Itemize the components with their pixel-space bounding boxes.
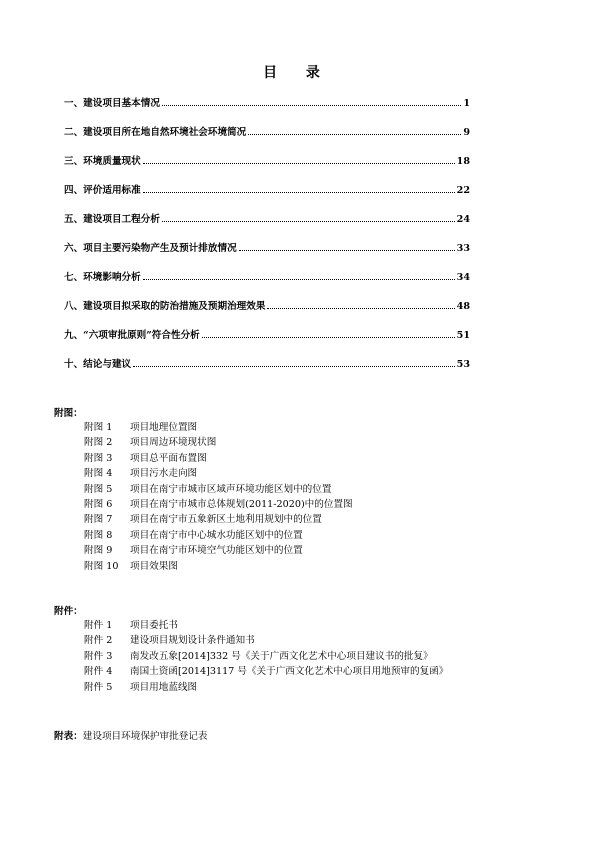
- list-item-text: 项目在南宁市城市总体规划(2011-2020)中的位置图: [130, 499, 353, 510]
- toc-entry[interactable]: [64, 153, 470, 167]
- list-item-text: 项目委托书: [130, 620, 178, 631]
- toc-entry[interactable]: [64, 240, 470, 254]
- appendix-table-entry: [54, 728, 208, 742]
- figures-heading: 附图：: [54, 408, 83, 419]
- toc-entry-label: 一、建设项目基本情况: [64, 98, 160, 109]
- toc-dot-leader: [143, 279, 455, 280]
- list-item: [84, 558, 178, 572]
- list-item-text: 项目污水走向图: [130, 468, 198, 480]
- toc-entry[interactable]: [64, 124, 470, 138]
- toc-entry[interactable]: [64, 95, 470, 109]
- list-item: [84, 496, 353, 510]
- toc-entry[interactable]: [64, 327, 470, 341]
- list-item-number: 附件 1: [84, 620, 113, 631]
- list-item-number: 附图 9: [84, 545, 113, 557]
- toc-entry-label: 九、“六项审批原则”符合性分析: [64, 330, 200, 341]
- toc-dot-leader: [162, 221, 455, 222]
- list-item-text: 项目在南宁市中心城水功能区划中的位置: [130, 529, 303, 541]
- list-item: [84, 617, 178, 631]
- toc-entry-label: 六、项目主要污染物产生及预计排放情况: [64, 243, 237, 254]
- toc-entry[interactable]: [64, 269, 470, 283]
- list-item-number: 附图 10: [84, 560, 119, 572]
- list-item: [84, 527, 303, 541]
- list-item-number: 附件 4: [84, 666, 113, 678]
- list-item: [84, 511, 322, 525]
- list-item: [84, 663, 448, 677]
- list-item-text: 项目在南宁市城市区域声环境功能区划中的位置: [130, 483, 332, 495]
- list-item-text: 项目用地蓝线图: [130, 681, 198, 693]
- toc-entry-label: 七、环境影响分析: [64, 272, 141, 283]
- toc-page-number: 1: [463, 98, 470, 109]
- toc-page-number: 9: [463, 127, 470, 138]
- toc-dot-leader: [267, 308, 454, 309]
- list-item-text: 项目效果图: [130, 560, 178, 572]
- list-item: [84, 465, 197, 479]
- list-item: [84, 542, 303, 556]
- list-item-text: 建设项目规划设计条件通知书: [130, 635, 255, 647]
- list-item-number: 附图 2: [84, 437, 113, 449]
- toc-page-number: 34: [456, 272, 470, 283]
- list-item-text: 项目在南宁市环境空气功能区划中的位置: [130, 545, 303, 557]
- toc-entry-label: 八、建设项目拟采取的防治措施及预期治理效果: [64, 301, 266, 312]
- toc-dot-leader: [133, 366, 454, 367]
- list-item-text: 项目周边环境现状图: [130, 437, 217, 449]
- list-item: [84, 419, 197, 433]
- toc-entry-label: 十、结论与建议: [64, 359, 132, 370]
- toc-entry[interactable]: [64, 356, 470, 370]
- toc-page-number: 33: [456, 243, 470, 254]
- list-item-text: 项目总平面布置图: [130, 452, 207, 464]
- toc-page-number: 48: [456, 301, 470, 312]
- toc-dot-leader: [239, 250, 455, 251]
- toc-page-number: 53: [456, 359, 470, 370]
- list-item-number: 附图 8: [84, 529, 113, 541]
- appendix-table-text: 建设项目环境保护审批登记表: [82, 731, 208, 742]
- toc-dot-leader: [202, 337, 455, 338]
- list-item-number: 附图 1: [84, 422, 113, 433]
- attachments-heading: 附件：: [54, 606, 83, 617]
- toc-page-number: 24: [456, 214, 470, 225]
- toc-entry-label: 四、评价适用标准: [64, 185, 141, 196]
- toc-dot-leader: [143, 192, 455, 193]
- page-title: 目 录: [263, 65, 332, 81]
- list-item-number: 附件 5: [84, 681, 113, 693]
- list-item-number: 附件 2: [84, 635, 113, 647]
- list-item-text: 项目在南宁市五象新区土地利用规划中的位置: [130, 514, 322, 526]
- appendix-table-heading: 附表：: [54, 731, 83, 742]
- list-item: [84, 679, 197, 693]
- list-item-number: 附图 3: [84, 452, 113, 464]
- toc-entry[interactable]: [64, 182, 470, 196]
- toc-dot-leader: [143, 163, 455, 164]
- list-item: [84, 481, 331, 495]
- toc-entry-label: 五、建设项目工程分析: [64, 214, 160, 225]
- list-item-number: 附图 6: [84, 499, 113, 510]
- list-item-text: 项目地理位置图: [130, 422, 198, 433]
- list-item-number: 附图 5: [84, 483, 113, 495]
- toc-entry-label: 三、环境质量现状: [64, 156, 141, 167]
- toc-entry[interactable]: [64, 211, 470, 225]
- toc-page-number: 22: [456, 185, 470, 196]
- list-item-number: 附图 4: [84, 468, 113, 480]
- toc-dot-leader: [162, 105, 461, 106]
- list-item: [84, 434, 216, 448]
- list-item: [84, 632, 255, 646]
- list-item-text: 南国土资函[2014]3117 号《关于广西文化艺术中心项目用地预审的复函》: [130, 666, 449, 678]
- list-item-number: 附件 3: [84, 650, 113, 662]
- toc-page-number: 18: [456, 156, 470, 167]
- toc-entry-label: 二、建设项目所在地自然环境社会环境简况: [64, 127, 247, 138]
- list-item: [84, 450, 207, 464]
- list-item-text: 南发改五象[2014]332 号《关于广西文化艺术中心项目建议书的批复》: [130, 650, 433, 662]
- toc-page-number: 51: [456, 330, 470, 341]
- toc-entry[interactable]: [64, 298, 470, 312]
- list-item: [84, 648, 433, 662]
- toc-dot-leader: [248, 134, 461, 135]
- list-item-number: 附图 7: [84, 514, 113, 526]
